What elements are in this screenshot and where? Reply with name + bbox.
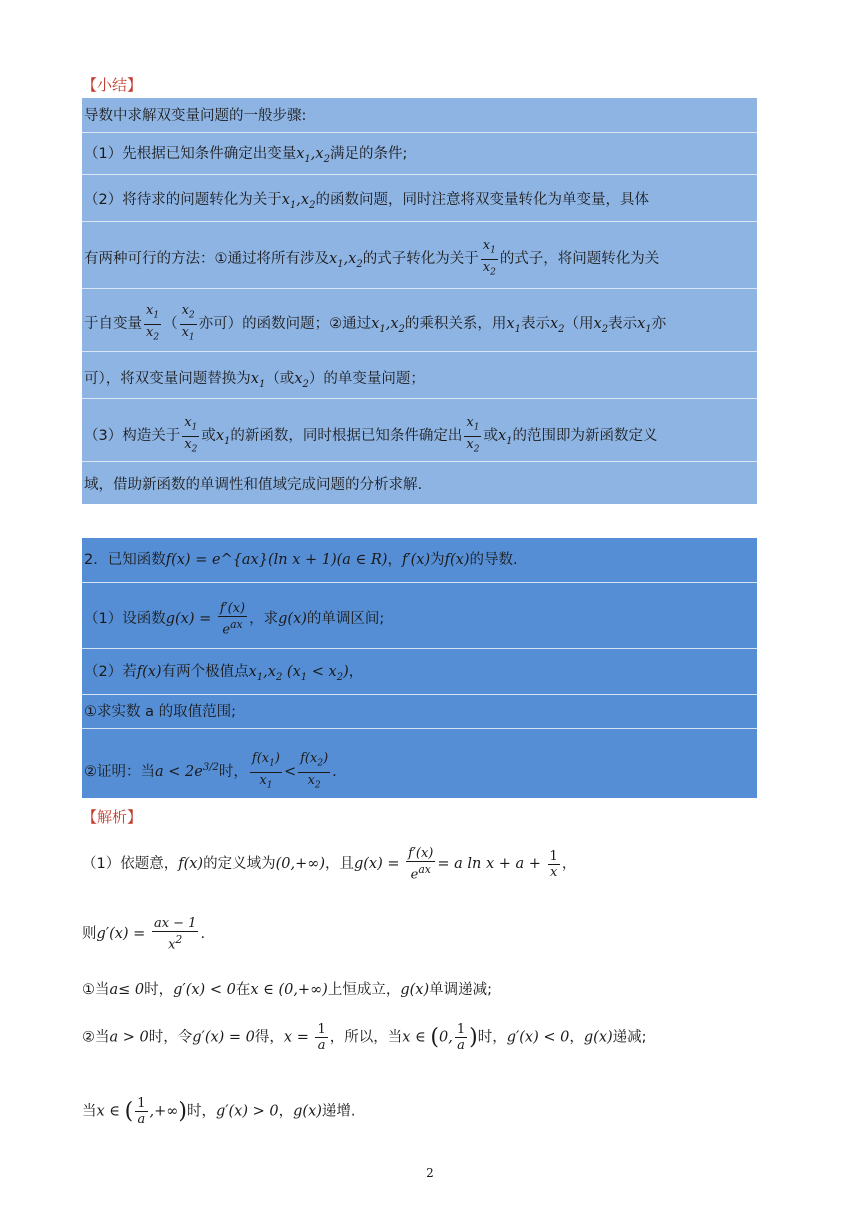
solution-line-1: （1）依题意，f(x)的定义域为(0,+∞)，且g(x) = $\frac{f'(x)}{e^{ax}}$ = a ln x + a + $\frac{1}{x}$ ， (82, 846, 577, 883)
problem-text: ①求实数 a 的取值范围; (84, 704, 236, 720)
problem-statement (82, 538, 757, 583)
summary-box (82, 98, 757, 504)
summary-row (82, 98, 757, 133)
summary-text: （2）将待求的问题转化为关于$x_1,x_2$的函数问题，同时注意将双变量转化为单变量，具体 (84, 192, 649, 211)
solution-line-4: ②当a > 0时，令g′(x) = 0得，x = $\frac{1}{a}$ ，所以，当x ∈ (0, $\frac{1}{a}$ )时，g′(x) < 0，g(x)递减; (82, 1022, 647, 1053)
summary-row (82, 352, 757, 399)
summary-row (82, 222, 757, 289)
problem-text: （1）设函数g(x) = $\frac{f'(x)}{e^{ax}}$ ，求g(x)的单调区间; (84, 601, 385, 638)
summary-heading: 【小结】 (82, 76, 143, 94)
solution-heading: 【解析】 (82, 808, 143, 826)
solution-line-3: ①当a≤ 0时，g′(x) < 0在x ∈ (0,+∞)上恒成立，g(x)单调递减; (82, 982, 492, 998)
problem-text: （2）若f(x)有两个极值点$x_1,x_2$ $(x_1 < x_2)$， (84, 664, 364, 683)
summary-text: 域，借助新函数的单调性和值域完成问题的分析求解. (84, 477, 423, 493)
summary-text: 导数中求解双变量问题的一般步骤: (84, 108, 307, 124)
summary-row (82, 133, 757, 175)
solution-line-2: 则g′(x) = $\frac{ax - 1}{x^2}$ . (82, 916, 206, 953)
problem-text: ②证明：当$a < 2e^{3/2}$时， $\frac{f(x_1)}{x_1}$ < $\frac{f(x_2)}{x_2}$ . (84, 751, 337, 791)
summary-row (82, 175, 757, 222)
solution-line-5: 当x ∈ ( $\frac{1}{a}$ ,+∞)时，g′(x) > 0，g(x)递增. (82, 1096, 356, 1127)
problem-sub2 (82, 729, 757, 798)
summary-row (82, 462, 757, 504)
summary-text: 于自变量 $\frac{x_1}{x_2}$ （ $\frac{x_2}{x_1}$ 亦可）的函数问题；②通过$x_1,x_2$的乘积关系，用$x_1$表示$x_2$（用$x_2$表示$x_1$亦 (84, 303, 667, 343)
summary-text: 有两种可行的方法：①通过将所有涉及$x_1,x_2$的式子转化为关于 $\frac{x_1}{x_2}$ 的式子，将问题转化为关 (84, 238, 660, 278)
problem-text: 2．已知函数f(x) = e^{ax}(ln x + 1)(a ∈ R)，f′(x)为f(x)的导数. (84, 552, 518, 568)
summary-text: 可），将双变量问题替换为$x_1$（或$x_2$）的单变量问题； (84, 371, 425, 390)
problem-part1 (82, 583, 757, 649)
summary-text: （3）构造关于 $\frac{x_1}{x_2}$ 或$x_1$的新函数，同时根据已知条件确定出 $\frac{x_1}{x_2}$ 或$x_1$的范围即为新函数定义 (84, 415, 658, 455)
problem-sub1 (82, 695, 757, 729)
summary-row (82, 399, 757, 462)
summary-text: （1）先根据已知条件确定出变量$x_1,x_2$满足的条件; (84, 146, 408, 165)
problem-box (82, 538, 757, 798)
summary-row (82, 289, 757, 352)
page-number: 2 (426, 1166, 434, 1180)
problem-part2 (82, 649, 757, 695)
